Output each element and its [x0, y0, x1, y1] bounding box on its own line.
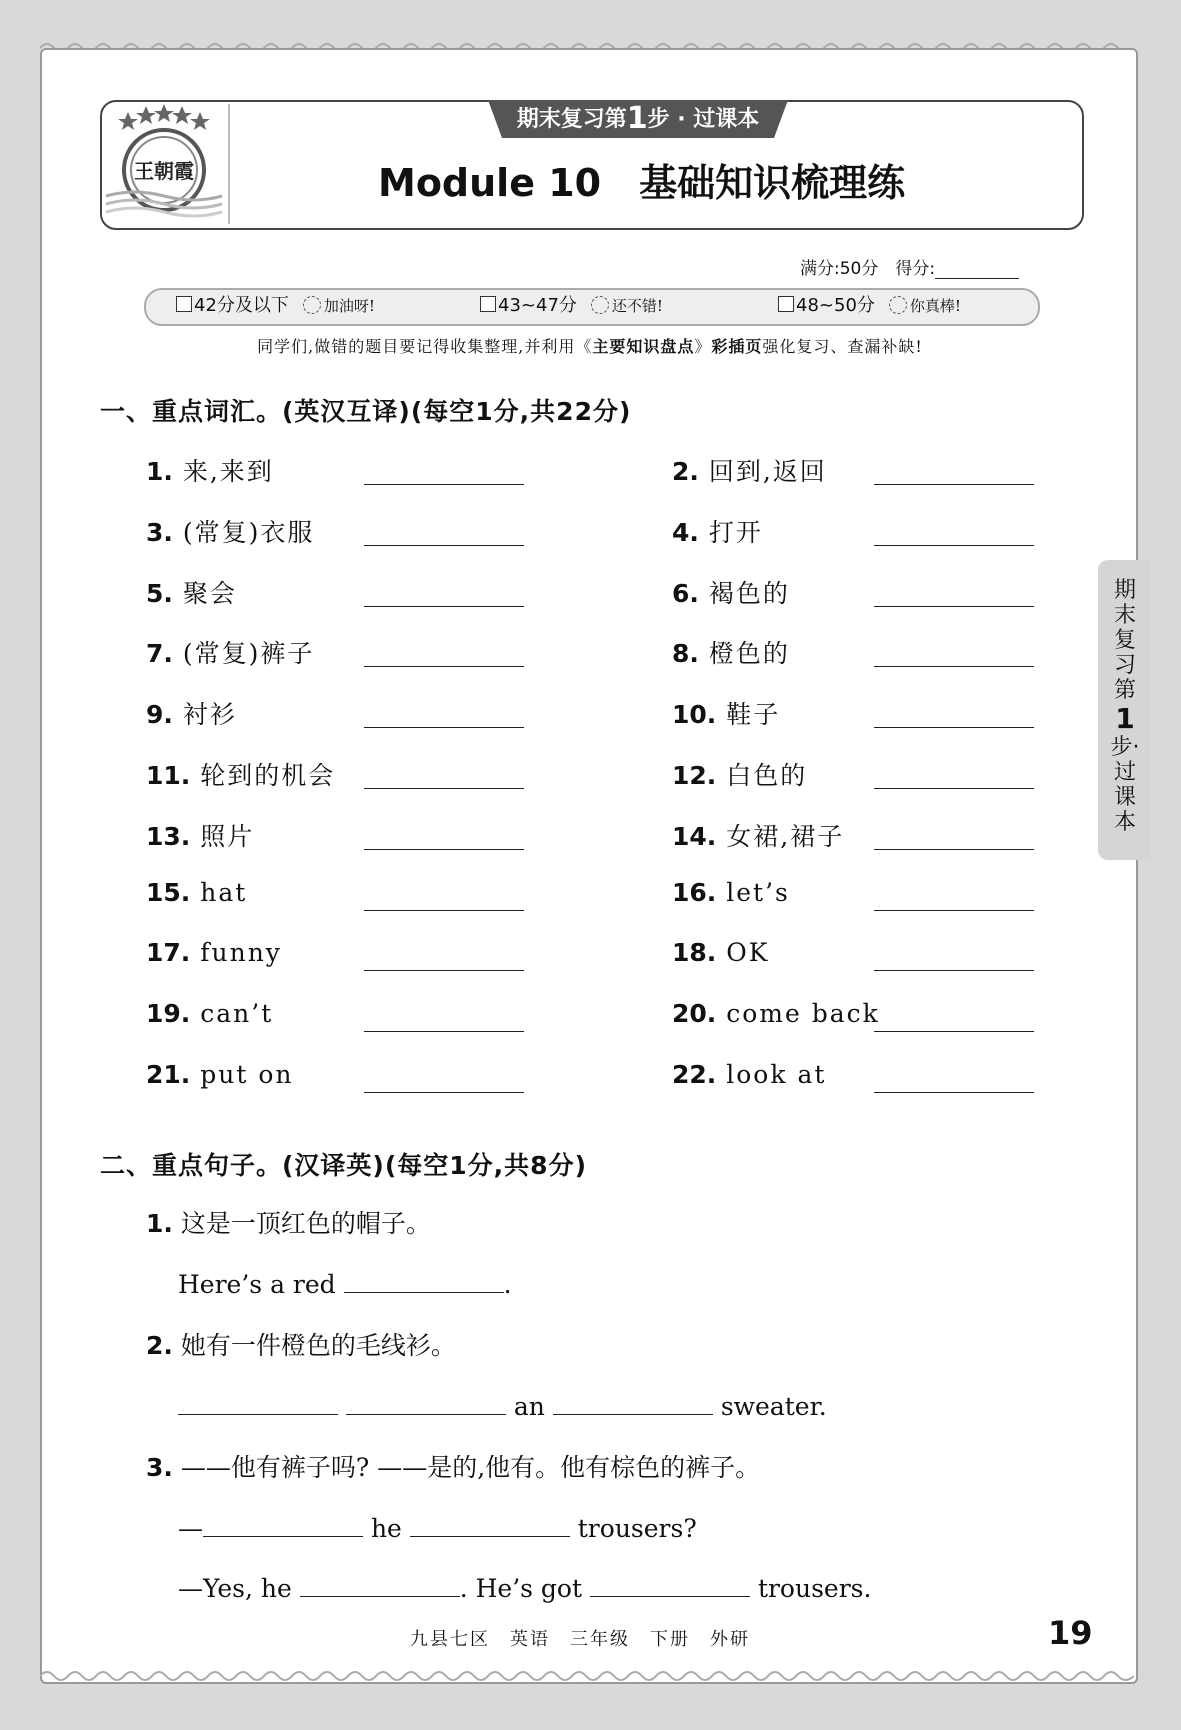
vocab-prompt: 回到,返回 — [708, 457, 827, 486]
vocab-item: 5. 聚会 — [146, 578, 237, 608]
vocab-item: 15. hat — [146, 877, 248, 907]
chinese-prompt: ——他有裤子吗? ——是的,他有。他有棕色的裤子。 — [180, 1453, 761, 1482]
vocab-prompt: (常复)裤子 — [182, 639, 315, 669]
vocab-answer-blank[interactable] — [364, 666, 524, 667]
vocab-answer-blank[interactable] — [364, 910, 524, 911]
vocab-item: 13. 照片 — [146, 821, 255, 851]
chinese-prompt: 她有一件橙色的毛线衫。 — [180, 1331, 456, 1360]
vocab-number: 6 — [672, 578, 690, 608]
tip-text: 强化复习、查漏补缺! — [762, 337, 923, 356]
vocab-answer-blank[interactable] — [364, 1031, 524, 1032]
vocab-prompt: 轮到的机会 — [200, 761, 336, 790]
grade-note: 加油呀! — [323, 297, 375, 315]
ribbon-post: 步 · 过课本 — [647, 107, 760, 132]
vocab-answer-blank[interactable] — [874, 1031, 1034, 1032]
vocab-item: 3. (常复)衣服 — [146, 517, 315, 547]
tip-highlight: 彩插页 — [711, 337, 763, 356]
sentence-question-3: 3. ——他有裤子吗? ——是的,他有。他有棕色的裤子。 — [146, 1453, 761, 1482]
vocab-item: 12. 白色的 — [672, 761, 808, 790]
vocab-answer-blank[interactable] — [874, 1092, 1034, 1093]
vocab-number: 16 — [672, 877, 707, 907]
smiley-icon — [889, 296, 907, 314]
paper-bottom-edge — [40, 1668, 1134, 1684]
vocab-answer-blank[interactable] — [874, 484, 1034, 485]
answer-line-3a — [178, 1510, 697, 1543]
vocab-item: 2. 回到,返回 — [672, 457, 827, 486]
side-tab-text: 步·过课本 — [1110, 735, 1140, 835]
vocab-prompt: can’t — [200, 999, 274, 1029]
chinese-prompt: 这是一顶红色的帽子。 — [180, 1209, 431, 1238]
grade-range: 48~50分 — [796, 295, 875, 316]
answer-text: trousers. — [757, 1574, 872, 1603]
vocab-number: 10 — [672, 700, 707, 730]
answer-text: . He’s got — [459, 1574, 583, 1603]
answer-text: he — [370, 1514, 402, 1543]
tip-text: 同学们,做错的题目要记得收集整理,并利用《 — [257, 337, 593, 356]
score-label: 满分:50分 得分: — [800, 259, 936, 279]
grade-option-low[interactable] — [176, 292, 375, 320]
vocab-number: 18 — [672, 938, 707, 968]
grade-note: 还不错! — [611, 297, 663, 315]
ribbon-label — [488, 100, 788, 138]
question-number: 1 — [146, 1209, 164, 1238]
vocab-number: 2 — [672, 457, 690, 486]
answer-text: — — [178, 1514, 203, 1543]
vocab-number: 1 — [146, 457, 164, 486]
vocab-item: 21. put on — [146, 1060, 294, 1089]
checkbox-icon[interactable] — [176, 296, 192, 312]
checkbox-icon[interactable] — [480, 296, 496, 312]
side-tab-text: 期末复习第 — [1113, 578, 1136, 703]
grade-range: 43~47分 — [498, 295, 577, 316]
vocab-item: 1. 来,来到 — [146, 457, 274, 486]
vocab-answer-blank[interactable] — [874, 545, 1034, 546]
answer-line-2 — [178, 1388, 827, 1421]
sentence-question-1: 1. 这是一顶红色的帽子。 — [146, 1209, 431, 1238]
answer-blank[interactable] — [410, 1510, 570, 1537]
vocab-item: 18. OK — [672, 938, 770, 968]
vocab-item: 7. (常复)裤子 — [146, 639, 315, 669]
vocab-answer-blank[interactable] — [874, 666, 1034, 667]
vocab-item: 9. 衬衫 — [146, 700, 237, 730]
vocab-prompt: (常复)衣服 — [182, 517, 315, 547]
brand-logo — [104, 104, 224, 222]
grade-option-mid[interactable] — [480, 292, 663, 320]
vocab-number: 15 — [146, 877, 181, 907]
grade-note: 你真棒! — [909, 297, 961, 315]
answer-blank[interactable] — [344, 1266, 504, 1293]
page-number: 19 — [1048, 1614, 1093, 1652]
smiley-icon — [303, 296, 321, 314]
question-number: 2 — [146, 1331, 164, 1360]
checkbox-icon[interactable] — [778, 296, 794, 312]
answer-text: sweater. — [720, 1392, 827, 1421]
vocab-prompt: 白色的 — [726, 761, 808, 790]
section-sentences-title: 二、重点句子。(汉译英)(每空1分,共8分) — [100, 1151, 587, 1180]
sentence-question-2: 2. 她有一件橙色的毛线衫。 — [146, 1331, 456, 1360]
vocab-prompt: 橙色的 — [708, 639, 790, 669]
vocab-answer-blank[interactable] — [364, 545, 524, 546]
vocab-answer-blank[interactable] — [874, 910, 1034, 911]
score-blank[interactable] — [935, 260, 1019, 279]
score-line — [800, 254, 1019, 279]
grade-option-high[interactable] — [778, 292, 961, 320]
vocab-number: 12 — [672, 761, 707, 790]
question-number: 3 — [146, 1453, 164, 1482]
vocab-item: 19. can’t — [146, 999, 274, 1029]
vocab-number: 8 — [672, 639, 690, 669]
vocab-prompt: 来,来到 — [182, 457, 274, 486]
vocab-answer-blank[interactable] — [874, 970, 1034, 971]
vocab-number: 14 — [672, 821, 707, 851]
vocab-answer-blank[interactable] — [874, 606, 1034, 607]
vocab-number: 11 — [146, 761, 181, 790]
vocab-item: 17. funny — [146, 938, 282, 968]
vocab-prompt: funny — [200, 938, 282, 968]
vocab-item: 11. 轮到的机会 — [146, 761, 336, 790]
vocab-item: 14. 女裙,裙子 — [672, 821, 845, 851]
study-tip — [100, 334, 1080, 357]
vocab-prompt: 衬衫 — [182, 700, 237, 730]
vocab-answer-blank[interactable] — [874, 727, 1034, 728]
vocab-answer-blank[interactable] — [364, 1092, 524, 1093]
vocab-prompt: look at — [726, 1060, 827, 1089]
footer-info: 九县七区 英语 三年级 下册 外研 — [410, 1629, 750, 1650]
answer-text: . — [503, 1270, 512, 1299]
tip-highlight: 主要知识盘点 — [592, 337, 695, 356]
tip-text: 》 — [694, 337, 712, 356]
vocab-prompt: 女裙,裙子 — [726, 821, 845, 851]
answer-blank[interactable] — [203, 1510, 363, 1537]
logo-text: 王朝霞 — [134, 159, 194, 183]
vocab-answer-blank[interactable] — [364, 970, 524, 971]
vocab-prompt: OK — [726, 938, 770, 968]
vocab-number: 7 — [146, 639, 164, 669]
vocab-prompt: 褐色的 — [708, 578, 790, 608]
vocab-number: 17 — [146, 938, 181, 968]
answer-blank[interactable] — [300, 1570, 460, 1597]
vocab-answer-blank[interactable] — [874, 849, 1034, 850]
vocab-prompt: 照片 — [200, 821, 255, 851]
vocab-prompt: come back — [726, 999, 880, 1029]
vocab-number: 22 — [672, 1060, 707, 1089]
vocab-item: 16. let’s — [672, 877, 790, 907]
answer-text: —Yes, he — [178, 1574, 292, 1603]
page-title: Module 10 基础知识梳理练 — [378, 161, 906, 205]
vocab-number: 19 — [146, 999, 181, 1029]
ribbon-step-number: 1 — [626, 101, 648, 136]
vocab-number: 9 — [146, 700, 164, 730]
vocab-answer-blank[interactable] — [874, 788, 1034, 789]
vocab-prompt: 打开 — [708, 517, 763, 547]
grade-range: 42分及以下 — [194, 295, 289, 316]
vocab-answer-blank[interactable] — [364, 727, 524, 728]
answer-text: an — [513, 1392, 545, 1421]
header-divider — [228, 104, 230, 224]
vocab-item: 22. look at — [672, 1060, 827, 1089]
vocab-number: 3 — [146, 517, 164, 547]
vocab-prompt: put on — [200, 1060, 294, 1089]
vocab-prompt: 聚会 — [182, 578, 237, 608]
vocab-number: 20 — [672, 999, 707, 1029]
answer-blank[interactable] — [178, 1388, 338, 1415]
vocab-prompt: 鞋子 — [726, 700, 781, 730]
vocab-item: 8. 橙色的 — [672, 639, 790, 669]
vocab-item: 6. 褐色的 — [672, 578, 790, 608]
vocab-answer-blank[interactable] — [364, 606, 524, 607]
answer-blank[interactable] — [553, 1388, 713, 1415]
ribbon-pre: 期末复习第 — [516, 107, 627, 132]
section-vocabulary-title: 一、重点词汇。(英汉互译)(每空1分,共22分) — [100, 397, 632, 426]
answer-blank[interactable] — [346, 1388, 506, 1415]
vocab-answer-blank[interactable] — [364, 484, 524, 485]
answer-line-1 — [178, 1266, 512, 1299]
side-tab-step-number: 1 — [1115, 702, 1135, 735]
vocab-answer-blank[interactable] — [364, 849, 524, 850]
vocab-number: 4 — [672, 517, 690, 547]
vocab-answer-blank[interactable] — [364, 788, 524, 789]
vocab-number: 13 — [146, 821, 181, 851]
answer-blank[interactable] — [590, 1570, 750, 1597]
side-tab-label — [1110, 578, 1140, 835]
answer-text: Here’s a red — [178, 1270, 336, 1299]
vocab-prompt: hat — [200, 877, 248, 907]
vocab-item: 10. 鞋子 — [672, 700, 781, 730]
vocab-number: 5 — [146, 578, 164, 608]
vocab-item: 20. come back — [672, 999, 880, 1029]
smiley-icon — [591, 296, 609, 314]
vocab-item: 4. 打开 — [672, 517, 763, 547]
vocab-number: 21 — [146, 1060, 181, 1089]
answer-line-3b — [178, 1570, 871, 1603]
vocab-prompt: let’s — [726, 877, 790, 907]
answer-text: trousers? — [577, 1514, 697, 1543]
